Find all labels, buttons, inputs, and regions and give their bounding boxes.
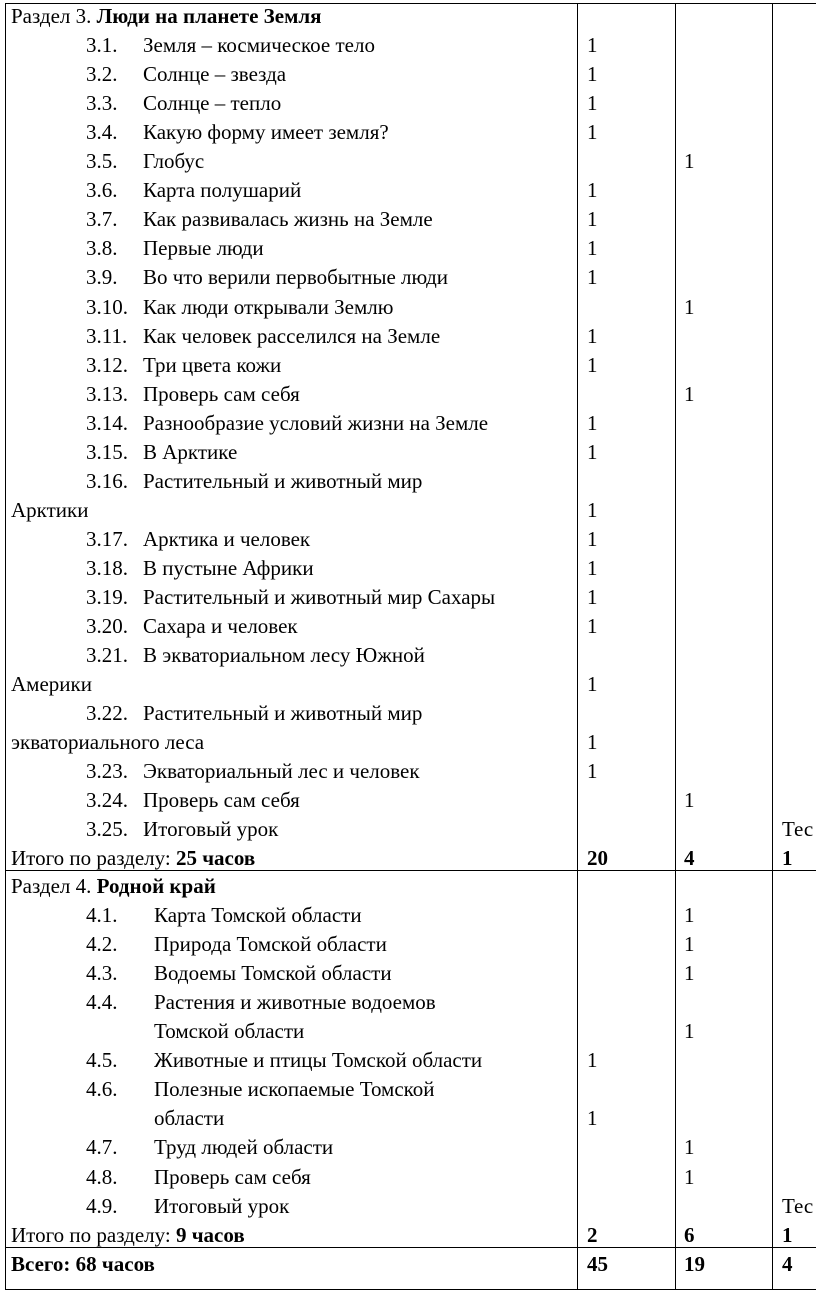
section4-lesson-hours-col1: 1 <box>587 1106 598 1131</box>
section3-lesson-title: Как люди открывали Землю <box>143 294 394 319</box>
section4-lesson-hours-col2: 1 <box>684 1135 695 1160</box>
section3-lesson-number: 3.23. <box>86 759 128 784</box>
section3-lesson-number: 3.16. <box>86 468 128 493</box>
section3-lesson-title-continued: Америки <box>11 672 92 697</box>
section3-lesson-number: 3.1. <box>86 33 118 58</box>
section3-lesson-number: 3.12. <box>86 352 128 377</box>
table-border-bottom <box>5 1289 816 1290</box>
section4-lesson-title: Итоговый урок <box>154 1193 290 1218</box>
section3-lesson-hours-col1: 1 <box>587 265 598 290</box>
section3-lesson-number: 3.3. <box>86 91 118 116</box>
section4-total-col2: 6 <box>684 1222 695 1247</box>
section3-lesson-title: Первые люди <box>143 236 264 261</box>
section4-total-col1: 2 <box>587 1222 598 1247</box>
section4-title-prefix: Раздел 4. <box>11 874 97 898</box>
section4-lesson-number: 4.8. <box>86 1164 118 1189</box>
section3-lesson-number: 3.19. <box>86 585 128 609</box>
section3-lesson-title: Растительный и животный мир <box>143 701 423 726</box>
section3-lesson-hours-col1: 1 <box>587 439 598 464</box>
section3-lesson-hours-col1: 1 <box>587 207 598 232</box>
section4-total-col3: 1 <box>782 1222 793 1247</box>
section3-lesson-hours-col1: 1 <box>587 759 598 784</box>
section3-lesson-hours-col1: 1 <box>587 555 598 580</box>
section3-lesson-hours-col1: 1 <box>587 497 598 522</box>
section3-lesson-title: Арктика и человек <box>143 526 311 551</box>
section3-lesson-hours-col1: 1 <box>587 526 598 551</box>
section3-lesson-number: 3.7. <box>86 207 118 232</box>
section4-lesson-title: Полезные ископаемые Томской <box>154 1077 435 1102</box>
section4-lesson-number: 4.3. <box>86 961 118 986</box>
section3-lesson-number: 3.5. <box>86 149 118 174</box>
section4-lesson-title: Проверь сам себя <box>154 1164 311 1189</box>
section4-lesson-number: 4.7. <box>86 1135 118 1160</box>
section3-lesson-title: Экваториальный лес и человек <box>143 759 420 784</box>
grand-total-col1: 45 <box>587 1252 608 1276</box>
section3-title <box>11 2 322 31</box>
section3-lesson-title: Проверь сам себя <box>143 788 300 813</box>
section3-lesson-title: Растительный и животный мир <box>143 468 423 493</box>
section3-lesson-title: Разнообразие условий жизни на Земле <box>143 410 489 435</box>
grand-total-label: Всего: 68 часов <box>11 1252 155 1276</box>
section4-total-label <box>11 1221 245 1250</box>
section4-lesson-number: 4.2. <box>86 932 118 957</box>
section4-lesson-hours-col2: 1 <box>684 1164 695 1189</box>
section4-lesson-number: 4.5. <box>86 1048 118 1073</box>
section4-lesson-title: Труд людей области <box>154 1135 334 1160</box>
section4-lesson-hours-col3: Тес <box>782 1193 814 1218</box>
section3-lesson-title: Солнце – звезда <box>143 62 287 87</box>
section3-lesson-hours-col1: 1 <box>587 120 598 145</box>
section4-lesson-title-continued: области <box>154 1106 225 1131</box>
section3-lesson-title: Солнце – тепло <box>143 91 282 116</box>
section3-title-prefix: Раздел 3. <box>11 4 97 28</box>
section3-lesson-title: Земля – космическое тело <box>143 33 375 58</box>
section4-lesson-number: 4.1. <box>86 903 118 928</box>
section3-lesson-hours-col1: 1 <box>587 236 598 261</box>
section3-total-hours: 25 часов <box>175 846 256 871</box>
section3-lesson-title: Проверь сам себя <box>143 381 300 406</box>
section4-lesson-number: 4.4. <box>86 990 118 1015</box>
section3-lesson-number: 3.10. <box>86 294 128 319</box>
section3-lesson-hours-col1: 1 <box>587 585 598 609</box>
section4-lesson-hours-col2: 1 <box>684 903 695 928</box>
section3-lesson-number: 3.18. <box>86 555 128 580</box>
section3-lesson-title: Сахара и человек <box>143 614 298 639</box>
section3-lesson-hours-col1: 1 <box>587 614 598 639</box>
section3-lesson-number: 3.24. <box>86 788 128 813</box>
section4-total-label-text: Итого по разделу: <box>11 1222 176 1247</box>
section3-lesson-title: Во что верили первобытные люди <box>143 265 449 290</box>
section4-lesson-hours-col2: 1 <box>684 961 695 986</box>
section3-lesson-hours-col2: 1 <box>684 294 695 319</box>
section3-total-col1: 20 <box>587 846 608 871</box>
section4-lesson-number: 4.9. <box>86 1193 118 1218</box>
section3-lesson-title: Итоговый урок <box>143 817 279 842</box>
section3-lesson-hours-col3: Тес <box>782 817 814 842</box>
section3-lesson-hours-col1: 1 <box>587 323 598 348</box>
section3-lesson-title: Как человек расселился на Земле <box>143 323 441 348</box>
section3-lesson-title-continued: экваториального леса <box>11 730 205 755</box>
section3-title-name: Люди на планете Земля <box>96 4 322 28</box>
section4-title <box>11 872 216 901</box>
section4-lesson-title: Животные и птицы Томской области <box>154 1048 483 1073</box>
section3-lesson-number: 3.21. <box>86 643 128 668</box>
section3-lesson-title-continued: Арктики <box>11 497 89 522</box>
section3-lesson-title: Какую форму имеет земля? <box>143 120 389 145</box>
column-divider-1 <box>577 3 578 1290</box>
section4-lesson-number: 4.6. <box>86 1077 118 1102</box>
section3-lesson-number: 3.20. <box>86 614 128 639</box>
section3-lesson-hours-col1: 1 <box>587 178 598 203</box>
section3-lesson-number: 3.25. <box>86 817 128 842</box>
section3-lesson-hours-col2: 1 <box>684 381 695 406</box>
section3-lesson-number: 3.14. <box>86 410 128 435</box>
section4-lesson-hours-col2: 1 <box>684 932 695 957</box>
section3-lesson-hours-col1: 1 <box>587 730 598 755</box>
section3-lesson-number: 3.11. <box>86 323 128 348</box>
section3-lesson-hours-col1: 1 <box>587 91 598 116</box>
section3-lesson-hours-col1: 1 <box>587 672 598 697</box>
section3-lesson-number: 3.15. <box>86 439 128 464</box>
grand-total-col3: 4 <box>782 1252 793 1276</box>
column-divider-2 <box>675 3 676 1290</box>
section3-lesson-number: 3.9. <box>86 265 118 290</box>
section4-lesson-title: Растения и животные водоемов <box>154 990 436 1015</box>
section3-lesson-number: 3.4. <box>86 120 118 145</box>
section3-lesson-title: Растительный и животный мир Сахары <box>143 585 496 609</box>
section4-lesson-hours-col1: 1 <box>587 1048 598 1073</box>
section3-lesson-hours-col2: 1 <box>684 149 695 174</box>
section3-lesson-title: В Арктике <box>143 439 238 464</box>
section3-total-label-text: Итого по разделу: <box>11 846 176 871</box>
section3-lesson-hours-col2: 1 <box>684 788 695 813</box>
section4-title-name: Родной край <box>96 874 216 898</box>
column-divider-3 <box>772 3 773 1290</box>
section3-lesson-number: 3.22. <box>86 701 128 726</box>
section3-lesson-number: 3.13. <box>86 381 128 406</box>
grand-total-col2: 19 <box>684 1252 705 1276</box>
table-border-left <box>5 3 6 1290</box>
section3-total-col2: 4 <box>684 846 695 871</box>
section3-lesson-title: Три цвета кожи <box>143 352 282 377</box>
section3-lesson-number: 3.2. <box>86 62 118 87</box>
section3-lesson-number: 3.6. <box>86 178 118 203</box>
section4-lesson-title: Карта Томской области <box>154 903 362 928</box>
section4-lesson-title: Природа Томской области <box>154 932 387 957</box>
section3-total-label <box>11 844 255 873</box>
section3-lesson-hours-col1: 1 <box>587 62 598 87</box>
section3-lesson-title: В пустыне Африки <box>143 555 314 580</box>
section4-lesson-hours-col2: 1 <box>684 1019 695 1044</box>
section3-lesson-title: Как развивалась жизнь на Земле <box>143 207 433 232</box>
section4-total-hours: 9 часов <box>175 1222 245 1247</box>
section3-total-col3: 1 <box>782 846 793 871</box>
section3-lesson-number: 3.17. <box>86 526 128 551</box>
section4-lesson-title-continued: Томской области <box>154 1019 305 1044</box>
section3-lesson-title: Глобус <box>143 149 205 174</box>
section3-lesson-title: Карта полушарий <box>143 178 302 203</box>
section3-lesson-number: 3.8. <box>86 236 118 261</box>
section3-lesson-hours-col1: 1 <box>587 410 598 435</box>
section3-lesson-title: В экваториальном лесу Южной <box>143 643 425 668</box>
section4-lesson-title: Водоемы Томской области <box>154 961 392 986</box>
section3-lesson-hours-col1: 1 <box>587 352 598 377</box>
section3-lesson-hours-col1: 1 <box>587 33 598 58</box>
